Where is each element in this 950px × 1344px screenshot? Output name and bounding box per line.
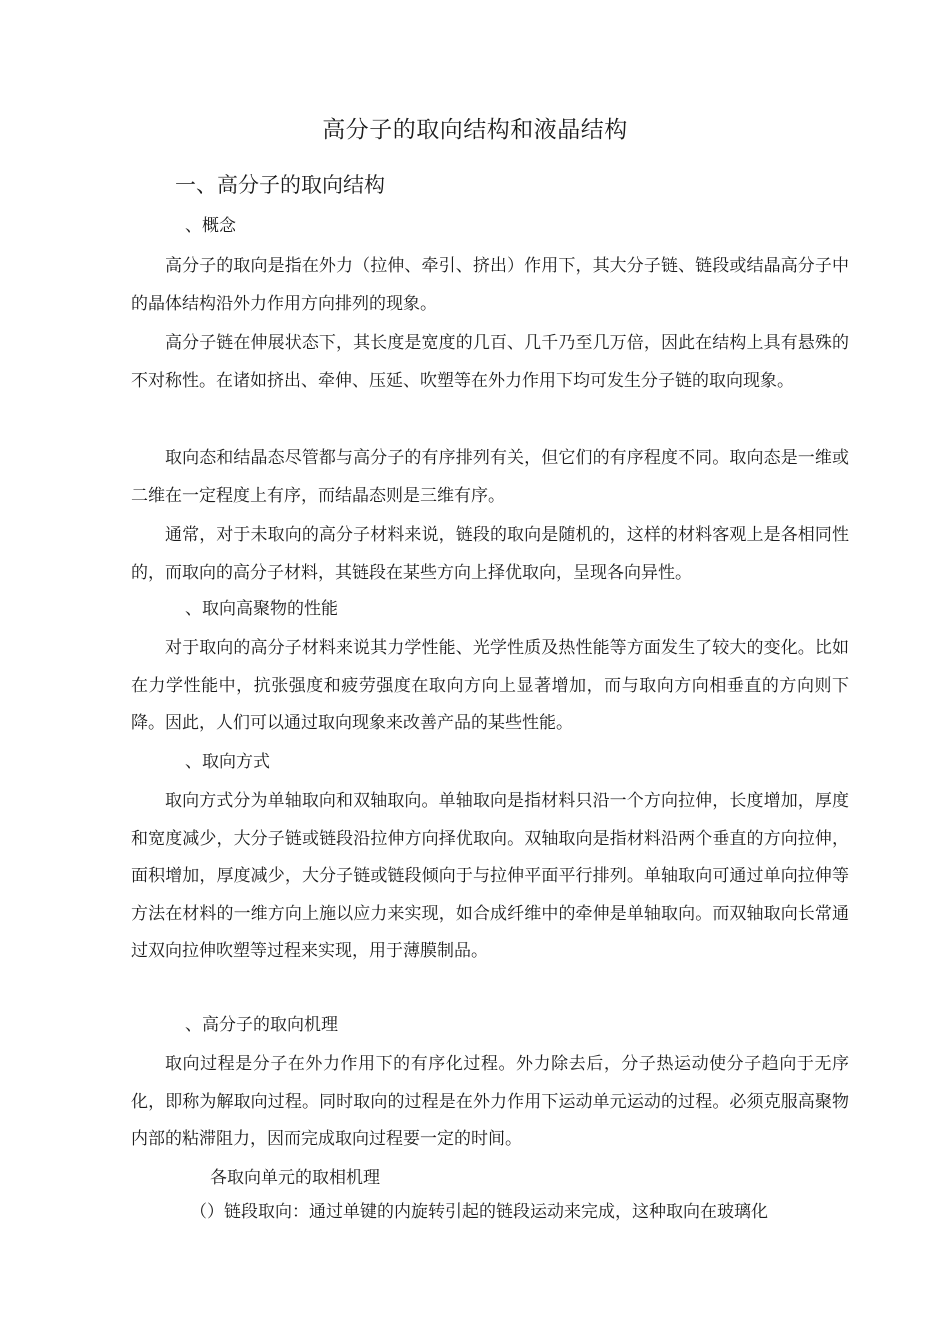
- paragraph: 高分子的取向是指在外力（拉伸、牵引、挤出）作用下，其大分子链、链段或结晶高分子中的晶体结构沿外力作用方向排列的现象。: [131, 256, 849, 314]
- subsection-heading-concept: 、概念: [185, 216, 236, 236]
- subsection-heading-properties: 、取向高聚物的性能: [185, 599, 338, 619]
- paragraph: 取向过程是分子在外力作用下的有序化过程。外力除去后，分子热运动使分子趋向于无序化，即称为解取向过程。同时取向的过程是在外力作用下运动单元运动的过程。必须克服高聚物内部的粘滞阻力，因而完成取向过程要一定的时间。: [131, 1054, 849, 1149]
- document-title: 高分子的取向结构和液晶结构: [322, 117, 628, 143]
- sub-subheading: 各取向单元的取相机理: [210, 1168, 380, 1188]
- paragraph: 取向态和结晶态尽管都与高分子的有序排列有关，但它们的有序程度不同。取向态是一维或二维在一定程度上有序，而结晶态则是三维有序。: [131, 448, 849, 506]
- subsection-heading-methods: 、取向方式: [185, 752, 270, 772]
- list-item: （）链段取向：通过单键的内旋转引起的链段运动来完成，这种取向在玻璃化: [190, 1202, 768, 1222]
- subsection-heading-mechanism: 、高分子的取向机理: [185, 1015, 338, 1035]
- paragraph: 对于取向的高分子材料来说其力学性能、光学性质及热性能等方面发生了较大的变化。比如在力学性能中，抗张强度和疲劳强度在取向方向上显著增加，而与取向方向相垂直的方向则下降。因此，人们可以通过取向现象来改善产品的某些性能。: [131, 638, 849, 733]
- paragraph: 高分子链在伸展状态下，其长度是宽度的几百、几千乃至几万倍，因此在结构上具有悬殊的不对称性。在诸如挤出、牵伸、压延、吹塑等在外力作用下均可发生分子链的取向现象。: [131, 333, 849, 391]
- section-heading: 一、高分子的取向结构: [175, 173, 385, 197]
- paragraph: 通常，对于未取向的高分子材料来说，链段的取向是随机的，这样的材料客观上是各相同性的，而取向的高分子材料，其链段在某些方向上择优取向，呈现各向异性。: [131, 525, 849, 583]
- paragraph: 取向方式分为单轴取向和双轴取向。单轴取向是指材料只沿一个方向拉伸，长度增加，厚度和宽度减少，大分子链或链段沿拉伸方向择优取向。双轴取向是指材料沿两个垂直的方向拉伸，面积增加，厚度减少，大分子链或链段倾向于与拉伸平面平行排列。单轴取向可通过单向拉伸等方法在材料的一维方向上施以应力来实现，如合成纤维中的牵伸是单轴取向。而双轴取向长常通过双向拉伸吹塑等过程来实现，用于薄膜制品。: [131, 791, 849, 961]
